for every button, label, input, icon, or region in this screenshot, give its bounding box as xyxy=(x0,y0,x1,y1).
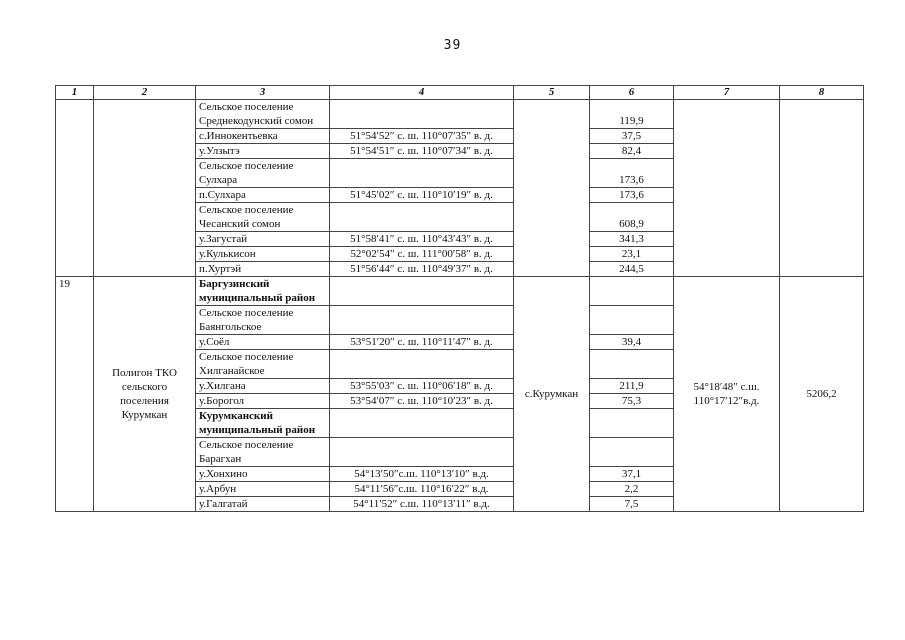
cell-value: 119,9 xyxy=(590,100,674,129)
table-row xyxy=(56,277,864,306)
column-header: 6 xyxy=(590,86,674,100)
cell-coords xyxy=(330,438,514,467)
cell-value: 608,9 xyxy=(590,203,674,232)
cell-value: 173,6 xyxy=(590,159,674,188)
cell-value xyxy=(590,277,674,306)
cell-locality xyxy=(514,100,590,277)
cell-number xyxy=(56,100,94,277)
cell-value: 341,3 xyxy=(590,232,674,247)
column-header: 5 xyxy=(514,86,590,100)
cell-settlement: у.Хонхино xyxy=(196,467,330,482)
cell-coords xyxy=(330,159,514,188)
cell-area: 5206,2 xyxy=(780,277,864,512)
cell-settlement: у.Кулькисон xyxy=(196,247,330,262)
cell-settlement: Сельское поселение Барагхан xyxy=(196,438,330,467)
cell-coords xyxy=(330,100,514,129)
cell-settlement: Баргузинский муниципальный район xyxy=(196,277,330,306)
cell-coords: 51°54′52″ с. ш. 110°07′35″ в. д. xyxy=(330,129,514,144)
column-header: 7 xyxy=(674,86,780,100)
cell-coords xyxy=(330,350,514,379)
cell-object-name xyxy=(94,100,196,277)
cell-value: 82,4 xyxy=(590,144,674,159)
cell-coords: 54°11′52″ с.ш. 110°13′11″ в.д. xyxy=(330,497,514,512)
cell-coords: 54°11′56″с.ш. 110°16′22″ в.д. xyxy=(330,482,514,497)
data-table xyxy=(55,85,864,512)
cell-value: 2,2 xyxy=(590,482,674,497)
cell-settlement: у.Галгатай xyxy=(196,497,330,512)
cell-settlement: с.Иннокентьевка xyxy=(196,129,330,144)
cell-value xyxy=(590,306,674,335)
column-header: 1 xyxy=(56,86,94,100)
cell-settlement: п.Сулхара xyxy=(196,188,330,203)
cell-coords xyxy=(330,306,514,335)
cell-locality: с.Курумкан xyxy=(514,277,590,512)
cell-settlement: у.Борогол xyxy=(196,394,330,409)
cell-number: 19 xyxy=(56,277,94,512)
cell-value xyxy=(590,350,674,379)
cell-value: 37,5 xyxy=(590,129,674,144)
column-header: 8 xyxy=(780,86,864,100)
cell-value xyxy=(590,438,674,467)
cell-coords: 51°45′02″ с. ш. 110°10′19″ в. д. xyxy=(330,188,514,203)
cell-coords xyxy=(330,409,514,438)
cell-coords: 52°02′54″ с. ш. 111°00′58″ в. д. xyxy=(330,247,514,262)
cell-object-name: Полигон ТКО сельского поселения Курумкан xyxy=(94,277,196,512)
cell-settlement: Курумканский муниципальный район xyxy=(196,409,330,438)
page-number: 39 xyxy=(443,38,462,53)
cell-settlement: Сельское поселение Хилганайское xyxy=(196,350,330,379)
cell-value: 211,9 xyxy=(590,379,674,394)
cell-settlement: у.Загустай xyxy=(196,232,330,247)
cell-value: 173,6 xyxy=(590,188,674,203)
cell-coords xyxy=(330,203,514,232)
cell-coords xyxy=(330,277,514,306)
cell-value: 23,1 xyxy=(590,247,674,262)
cell-value: 37,1 xyxy=(590,467,674,482)
cell-settlement: Сельское поселение Баянгольское xyxy=(196,306,330,335)
header-row xyxy=(56,86,864,100)
cell-settlement: у.Соёл xyxy=(196,335,330,350)
column-header: 2 xyxy=(94,86,196,100)
cell-location xyxy=(674,100,780,277)
cell-coords: 53°51′20″ с. ш. 110°11′47″ в. д. xyxy=(330,335,514,350)
cell-settlement: у.Улзытэ xyxy=(196,144,330,159)
cell-coords: 54°13′50″с.ш. 110°13′10″ в.д. xyxy=(330,467,514,482)
cell-value: 7,5 xyxy=(590,497,674,512)
cell-value xyxy=(590,409,674,438)
cell-settlement: п.Хуртэй xyxy=(196,262,330,277)
cell-area xyxy=(780,100,864,277)
cell-coords: 53°54′07″ с. ш. 110°10′23″ в. д. xyxy=(330,394,514,409)
cell-location: 54°18′48″ с.ш. 110°17′12″в.д. xyxy=(674,277,780,512)
cell-coords: 53°55′03″ с. ш. 110°06′18″ в. д. xyxy=(330,379,514,394)
column-header: 3 xyxy=(196,86,330,100)
cell-settlement: Сельское поселение Среднекодунский сомон xyxy=(196,100,330,129)
cell-settlement: у.Арбун xyxy=(196,482,330,497)
column-header: 4 xyxy=(330,86,514,100)
cell-coords: 51°58′41″ с. ш. 110°43′43″ в. д. xyxy=(330,232,514,247)
cell-coords: 51°56′44″ с. ш. 110°49′37″ в. д. xyxy=(330,262,514,277)
cell-settlement: у.Хилгана xyxy=(196,379,330,394)
table-row xyxy=(56,100,864,129)
cell-value: 244,5 xyxy=(590,262,674,277)
cell-coords: 51°54′51″ с. ш. 110°07′34″ в. д. xyxy=(330,144,514,159)
cell-value: 39,4 xyxy=(590,335,674,350)
cell-value: 75,3 xyxy=(590,394,674,409)
cell-settlement: Сельское поселение Сулхара xyxy=(196,159,330,188)
cell-settlement: Сельское поселение Чесанский сомон xyxy=(196,203,330,232)
